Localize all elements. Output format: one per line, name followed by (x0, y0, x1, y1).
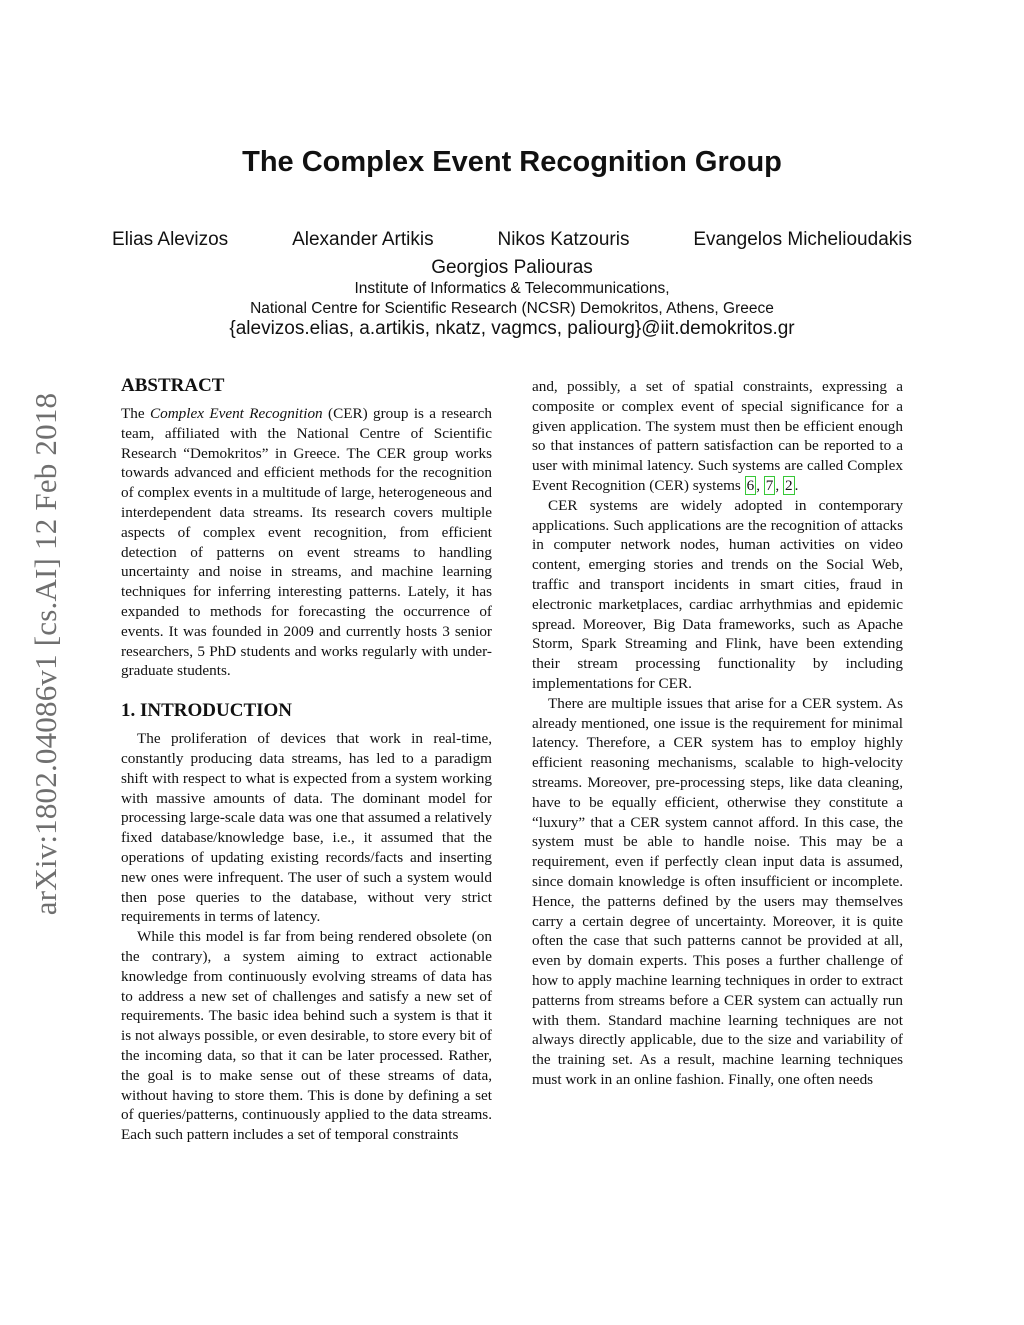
author-name: Georgios Paliouras (431, 257, 593, 278)
arxiv-identifier: arXiv:1802.04086v1 [cs.AI] 12 Feb 2018 (28, 392, 63, 916)
author-list (112, 229, 912, 251)
body-paragraph: There are multiple issues that arise for a CER system. As already mentioned, one issue is the requirement for minimal latency. Therefore, a CER system has to employ highly efficient reasoning mechanisms, scalable to high-velocity streams. Moreover, pre-processing steps, like data cleaning, have to be equally efficient, otherwise they constitute a “luxury” that a CER system cannot afford. In this case, the system must be able to handle noise. This may be a requirement, even if perfectly clean input data is assumed, since domain knowledge is often insufficient or incomplete. Hence, the patterns defined by the users may themselves carry a certain degree of uncertainty. Moreover, it is quite often the case that such patterns cannot be provided at all, even by domain experts. This poses a further challenge of how to apply machine learning techniques in order to extract patterns from streams before a CER system can actually run with them. Standard machine learning techniques are not always directly applicable, due to the size and variability of the training set. As a result, machine learning techniques must work in an online fashion. Finally, one often needs (532, 694, 903, 1088)
arxiv-sidebar (26, 364, 66, 944)
citation-link[interactable]: 2 (784, 476, 793, 494)
citation-link[interactable]: 7 (765, 476, 774, 494)
abstract-heading: ABSTRACT (121, 375, 225, 396)
introduction-heading: 1. INTRODUCTION (121, 700, 293, 722)
author-name: Evangelos Michelioudakis (693, 229, 912, 250)
author-name: Alexander Artikis (292, 229, 434, 250)
paper-title: The Complex Event Recognition Group (242, 146, 782, 178)
intro-paragraph: The proliferation of devices that work in real-time, constantly producing data streams, has led to a paradigm shift with respect to what is expected from a system working with massive amounts of data. The dominant model for processing large-scale data was one that assumed a relatively fixed database/knowledge base, i.e., it assumed that the operations of updating existing records/facts and inserting new ones were infrequent. The user of such a system would then pose queries to the database, without very strict requirements in terms of latency. (121, 730, 492, 926)
body-paragraph: CER systems are widely adopted in contemporary applications. Such applications are the recognition of attacks in computer network nodes, human activities on video content, emerging stories and trends on the Social Web, traffic and transport incidents in smart cities, fraud in electronic marketplaces, cardiac arrhythmias and epidemic spread. Moreover, Big Data frameworks, such as Apache Storm, Spark Streaming and Flink, have been extending their stream processing functionality by including implementations for CER. (532, 496, 903, 692)
abstract-emphasis: Complex Event Recognition (149, 405, 323, 422)
author-emails: {alevizos.elias, a.artikis, nkatz, vagmcs, paliourg}@iit.demokritos.gr (229, 318, 795, 339)
affiliation-institute: Institute of Informatics & Telecommunications, (354, 280, 670, 297)
body-paragraph: and, possibly, a set of spatial constraints, expressing a composite or complex event of special significance for a given application. The system must then be efficient enough so that instances of pattern satisfaction can be reported to a user with minimal latency. Such systems are called Complex Event Recognition (CER) systems 6 , 7 , 2 . (532, 378, 903, 494)
abstract-text: The Complex Event Recognition (CER) group is a research team, affiliated with the National Centre of Scientific Research “Demokritos” in Greece. The CER group works towards advanced and efficient methods for the recognition of complex events in a multitude of large, heterogeneous and interdependent data streams. Its research covers multiple aspects of complex event recognition, from efficient detection of patterns on event streams to handling uncertainty and noise in streams, and machine learning techniques for inferring interesting patterns. Lately, it has expanded to methods for forecasting the occurrence of events. It was founded in 2009 and currently hosts 3 senior researchers, 5 PhD students and works regularly with under-graduate students. (121, 405, 492, 680)
author-name: Nikos Katzouris (497, 229, 630, 250)
author-name: Elias Alevizos (112, 229, 229, 250)
citation-link[interactable]: 6 (746, 476, 755, 494)
left-column (121, 374, 492, 1145)
intro-paragraph: While this model is far from being rendered obsolete (on the contrary), a system aiming to extract actionable knowledge from continuously evolving streams of data has to address a new set of challenges and satisfy a new set of requirements. The basic idea behind such a system is that it is not always possible, or even desirable, to store every bit of the incoming data, so that it can be later processed. Rather, the goal is to make sense out of these streams of data, without having to store them. This is done by defining a set of queries/patterns, continuously applied to the data streams. Each such pattern includes a set of temporal constraints (121, 928, 492, 1144)
affiliation-centre: National Centre for Scientific Research (NCSR) Demokritos, Athens, Greece (250, 300, 774, 317)
right-column (532, 377, 903, 1090)
